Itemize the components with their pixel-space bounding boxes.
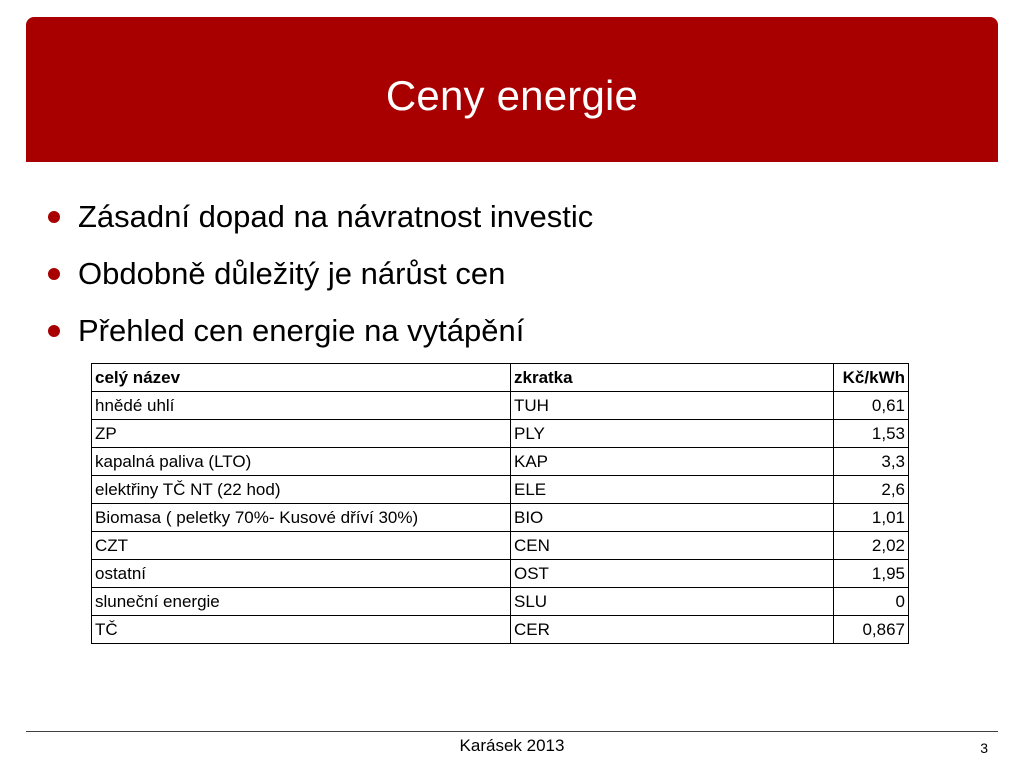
- bullet-item: [44, 245, 593, 302]
- cell-name: Biomasa ( peletky 70%- Kusové dříví 30%): [92, 504, 511, 532]
- table-row: [92, 420, 909, 448]
- cell-price: 0: [834, 588, 909, 616]
- cell-name: TČ: [92, 616, 511, 644]
- table-header-row: [92, 364, 909, 392]
- cell-abbr: SLU: [511, 588, 834, 616]
- cell-name: elektřiny TČ NT (22 hod): [92, 476, 511, 504]
- table-row: [92, 448, 909, 476]
- footer-divider: [26, 731, 998, 732]
- table-row: [92, 616, 909, 644]
- cell-abbr: CEN: [511, 532, 834, 560]
- bullet-list: [44, 188, 593, 359]
- bullet-dot-icon: [48, 268, 60, 280]
- title-bar: [26, 17, 998, 162]
- cell-name: CZT: [92, 532, 511, 560]
- energy-price-table: [91, 363, 909, 644]
- cell-abbr: KAP: [511, 448, 834, 476]
- cell-abbr: OST: [511, 560, 834, 588]
- table-row: [92, 560, 909, 588]
- cell-abbr: TUH: [511, 392, 834, 420]
- cell-price: 2,6: [834, 476, 909, 504]
- cell-name: sluneční energie: [92, 588, 511, 616]
- cell-abbr: CER: [511, 616, 834, 644]
- bullet-text: Zásadní dopad na návratnost investic: [78, 198, 594, 234]
- cell-price: 1,01: [834, 504, 909, 532]
- bullet-item: [44, 302, 593, 359]
- cell-price: 3,3: [834, 448, 909, 476]
- cell-price: 1,53: [834, 420, 909, 448]
- bullet-text: Obdobně důležitý je nárůst cen: [78, 255, 506, 291]
- cell-name: ostatní: [92, 560, 511, 588]
- cell-name: hnědé uhlí: [92, 392, 511, 420]
- cell-price: 0,61: [834, 392, 909, 420]
- bullet-dot-icon: [48, 325, 60, 337]
- bullet-item: [44, 188, 593, 245]
- cell-price: 1,95: [834, 560, 909, 588]
- cell-abbr: ELE: [511, 476, 834, 504]
- slide-title: Ceny energie: [385, 71, 639, 119]
- cell-price: 2,02: [834, 532, 909, 560]
- footer-author: Karásek 2013: [459, 736, 565, 755]
- table-row: [92, 588, 909, 616]
- table-row: [92, 504, 909, 532]
- cell-abbr: PLY: [511, 420, 834, 448]
- cell-name: kapalná paliva (LTO): [92, 448, 511, 476]
- cell-price: 0,867: [834, 616, 909, 644]
- column-header-name: celý název: [92, 364, 511, 392]
- cell-name: ZP: [92, 420, 511, 448]
- bullet-dot-icon: [48, 211, 60, 223]
- cell-abbr: BIO: [511, 504, 834, 532]
- bullet-text: Přehled cen energie na vytápění: [78, 312, 525, 348]
- table-row: [92, 476, 909, 504]
- column-header-abbr: zkratka: [511, 364, 834, 392]
- page-number: 3: [980, 740, 988, 756]
- table-row: [92, 392, 909, 420]
- table-row: [92, 532, 909, 560]
- column-header-price: Kč/kWh: [834, 364, 909, 392]
